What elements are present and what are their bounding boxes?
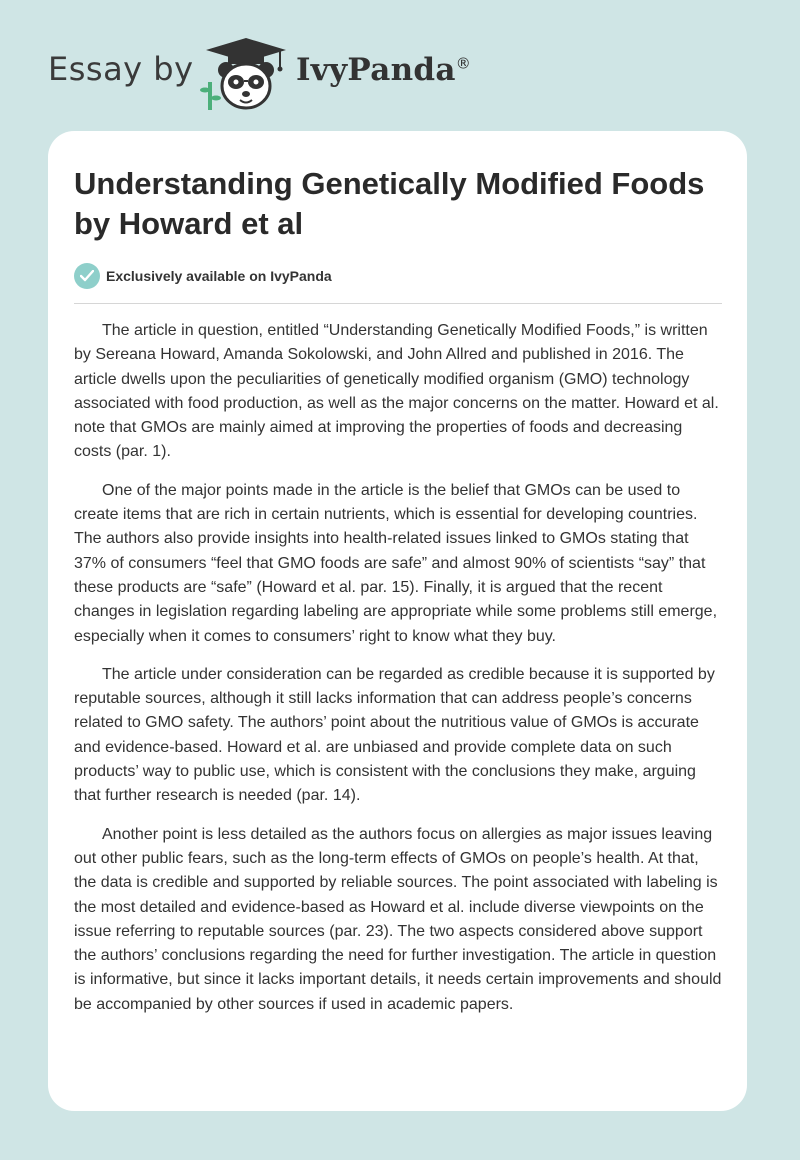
paragraph: One of the major points made in the article is the belief that GMOs can be used to create items that are rich in certain nutrients, which is essential for developing countries. The authors also provide insights into health-related issues linked to GMOs stating that 37% of consumers “feel that GMO foods are safe” and almost 90% of scientists “say” that these products are “safe” (Howard et al. par. 15). Finally, it is argued that the recent changes in legislation regarding labeling are appropriate while some problems still emerge, especially when it comes to consumers’ right to know what they buy.	[74, 481, 718, 645]
article-card	[48, 131, 747, 1111]
panda-graduate-icon	[200, 34, 292, 112]
paragraph: The article under consideration can be regarded as credible because it is supported by reputable sources, although it still lacks information that can address people’s concerns related to GMO safety. The authors’ point about the nutritious value of GMOs is accurate and evidence-based. Howard et al. are unbiased and provide complete data on such products’ way to public use, which is consistent with the conclusions they make, arguing that further research is needed (par. 14).	[74, 665, 715, 805]
check-icon	[74, 263, 100, 289]
brand-header	[48, 34, 508, 114]
registered-mark: ®	[455, 54, 472, 73]
paragraph: The article in question, entitled “Understanding Genetically Modified Foods,” is written by Sereana Howard, Amanda Sokolowski, and John Allred and published in 2016. The article dwells upon the peculiarities of genetically modified organism (GMO) technology associated with food production, as well as the major concerns on the matter. Howard et al. note that GMOs are mainly aimed at improving the properties of foods and decreasing costs (par. 1).	[74, 322, 719, 461]
exclusive-badge	[74, 263, 332, 289]
paragraph: Another point is less detailed as the authors focus on allergies as major issues leaving out other public fears, such as the long-term effects of GMOs on people’s health. At that, the data is credible and supported by reliable sources. The point associated with labeling is the most detailed and evidence-based as Howard et al. include diverse viewpoints on the issue referring to reputable sources (par. 23). The two aspects considered above support the authors’ conclusions regarding the need for further investigation. The article in question is informative, but since it lacks important details, it needs certain improvements and should be accompanied by other sources if used in academic papers.	[74, 825, 722, 1013]
exclusive-label: Exclusively available on IvyPanda	[106, 268, 332, 284]
brand-name: IvyPanda®	[296, 52, 472, 88]
brand-prefix: Essay by	[48, 50, 194, 88]
page-title: Understanding Genetically Modified Foods by Howard et al	[74, 166, 705, 241]
article-body	[74, 319, 724, 1031]
divider	[74, 303, 722, 304]
